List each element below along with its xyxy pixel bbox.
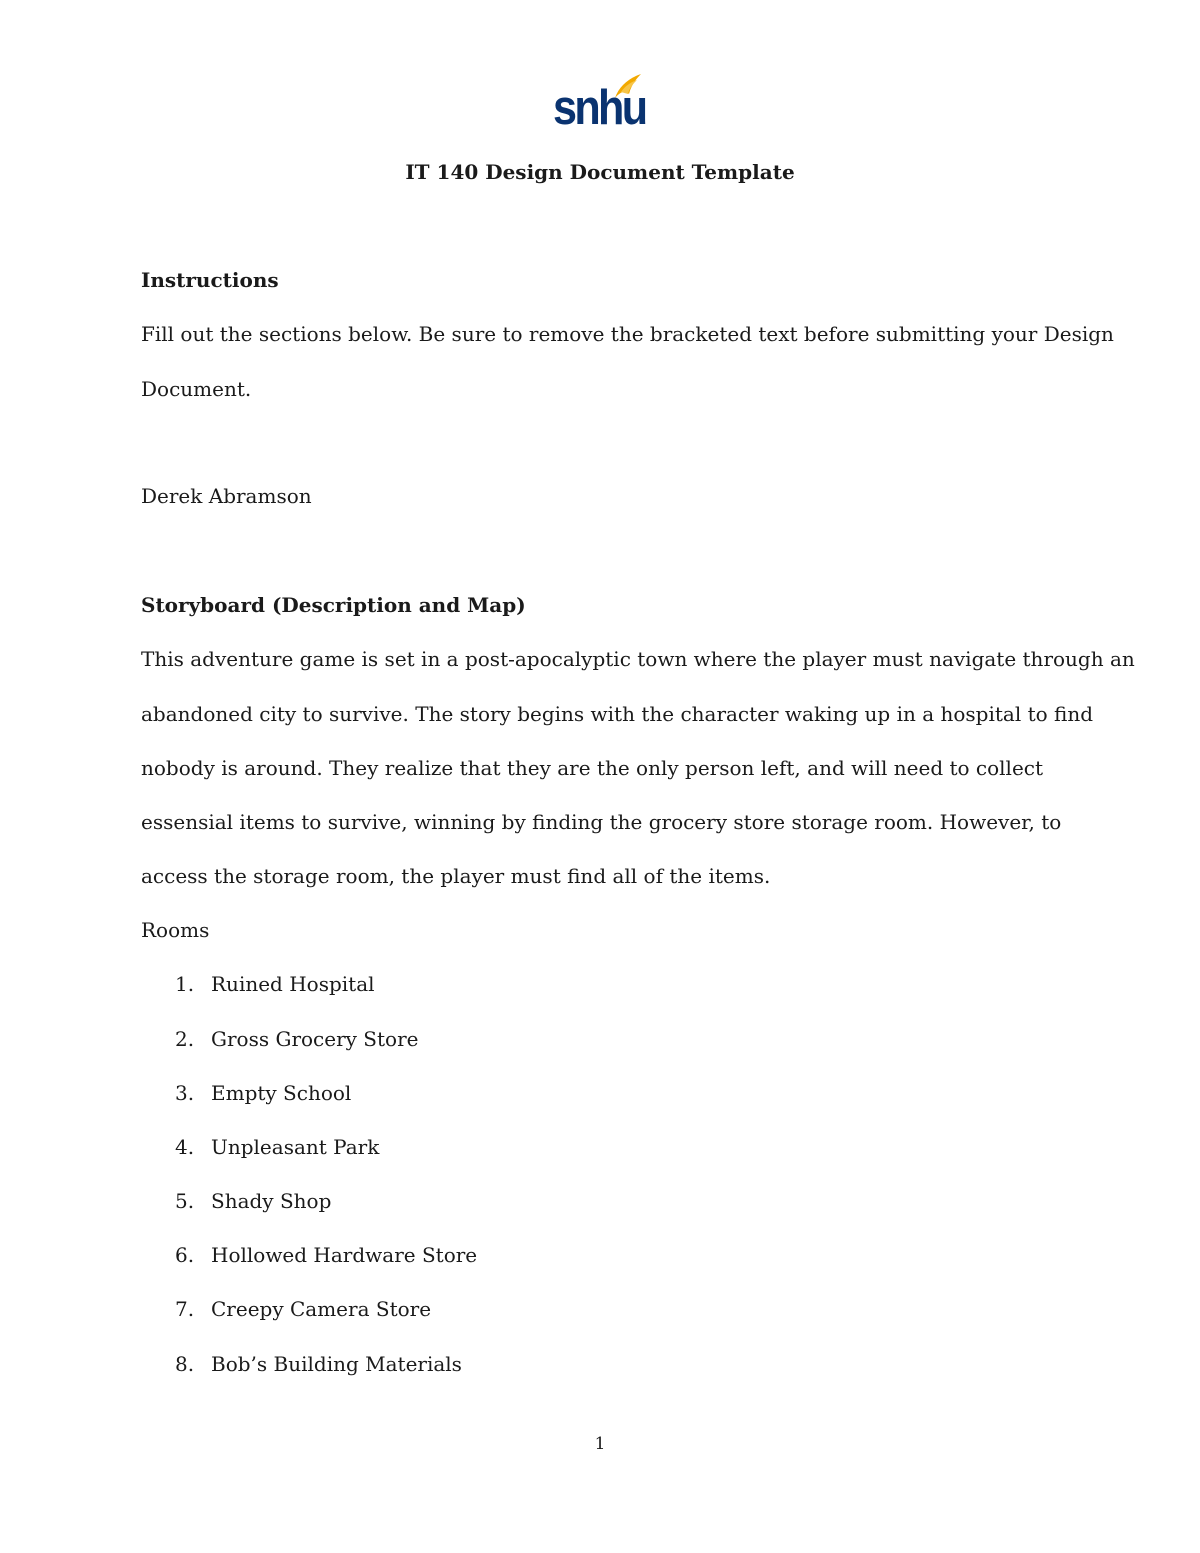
storyboard-text-line: This adventure game is set in a post-apocalyptic town where the player must navigate through an [141,647,1135,671]
list-item-number: 5. [175,1189,195,1213]
list-item-number: 1. [175,972,195,996]
logo-wordmark: snhu [553,81,646,135]
storyboard-text-line: essensial items to survive, winning by finding the grocery store storage room. However, to [141,810,1062,834]
list-item-label: Ruined Hospital [211,972,375,996]
list-item-number: 4. [175,1135,195,1159]
storyboard-text-line: access the storage room, the player must find all of the items. [141,864,771,888]
list-item-number: 3. [175,1081,195,1105]
storyboard-text-line: abandoned city to survive. The story begins with the character waking up in a hospital to find [141,702,1094,726]
rooms-label: Rooms [141,918,210,942]
instructions-text-line: Fill out the sections below. Be sure to remove the bracketed text before submitting your Design [141,322,1114,346]
list-item-number: 7. [175,1297,195,1321]
author-name: Derek Abramson [141,484,312,508]
instructions-text-line: Document. [141,377,252,401]
storyboard-text-line: nobody is around. They realize that they are the only person left, and will need to collect [141,756,1044,780]
list-item-label: Gross Grocery Store [211,1027,419,1051]
list-item-label: Bob’s Building Materials [211,1352,462,1376]
list-item-number: 8. [175,1352,195,1376]
list-item-number: 6. [175,1243,195,1267]
page-number: 1 [594,1434,606,1454]
list-item-label: Empty School [211,1081,352,1105]
storyboard-heading: Storyboard (Description and Map) [141,593,526,617]
list-item-label: Hollowed Hardware Store [211,1243,478,1267]
document-title: IT 140 Design Document Template [405,160,795,184]
snhu-logo [553,72,646,135]
list-item-label: Unpleasant Park [211,1135,380,1159]
list-item-label: Creepy Camera Store [211,1297,432,1321]
instructions-heading: Instructions [141,268,279,292]
list-item-label: Shady Shop [211,1189,332,1213]
list-item-number: 2. [175,1027,195,1051]
